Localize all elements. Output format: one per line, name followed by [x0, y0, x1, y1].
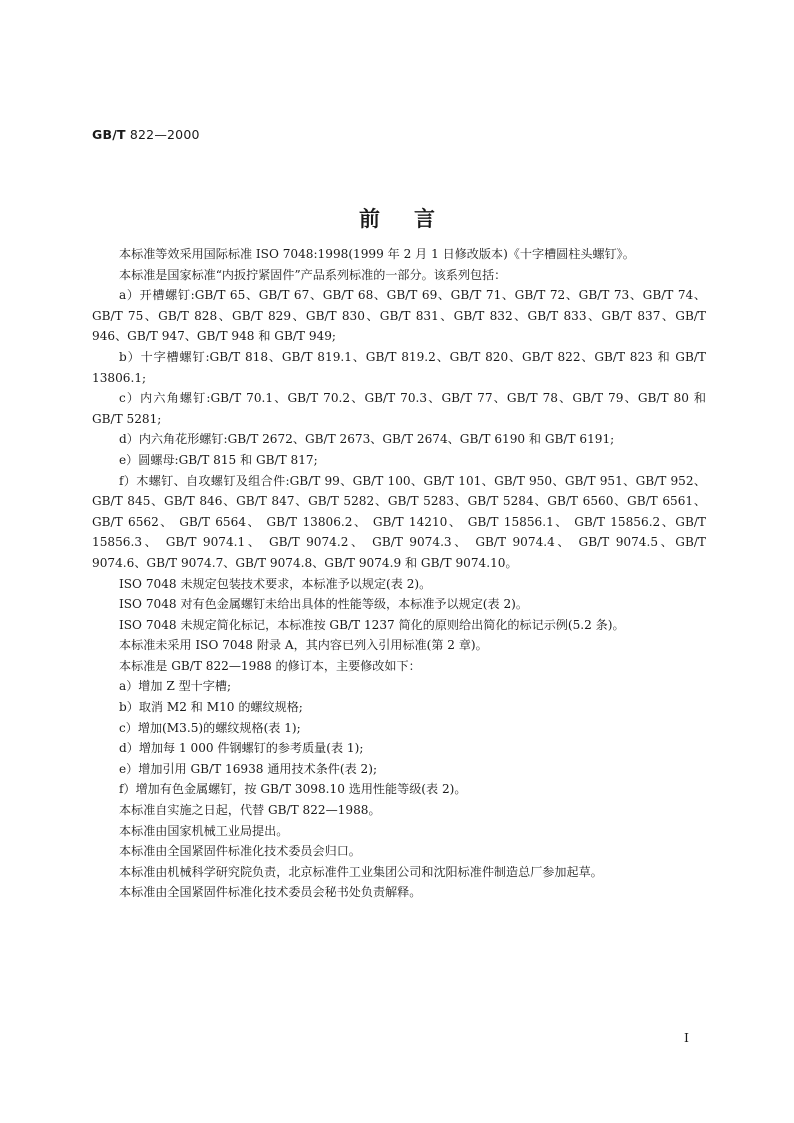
paragraph: 本标准等效采用国际标准 ISO 7048:1998(1999 年 2 月 1 日修改版本)《十字槽圆柱头螺钉》。: [119, 247, 635, 261]
list-item: b）取消 M2 和 M10 的螺纹规格;: [119, 700, 303, 715]
list-item: c）内六角螺钉:GB/T 70.1、GB/T 70.2、GB/T 70.3、GB/T 77、GB/T 78、GB/T 79、GB/T 80 和 GB/T 5281;: [92, 391, 706, 426]
paragraph: ISO 7048 未规定简化标记，本标准按 GB/T 1237 简化的原则给出简化的标记示例(5.2 条)。: [119, 617, 625, 632]
paragraph: 本标准由国家机械工业局提出。: [119, 823, 289, 838]
paragraph: 本标准由机械科学研究院负责，北京标准件工业集团公司和沈阳标准件制造总厂参加起草。: [119, 864, 603, 879]
paragraph: ISO 7048 对有色金属螺钉未给出具体的性能等级，本标准予以规定(表 2)。: [119, 597, 528, 612]
paragraph: 本标准自实施之日起，代替 GB/T 822—1988。: [119, 803, 381, 818]
list-item: e）圆螺母:GB/T 815 和 GB/T 817;: [119, 452, 318, 467]
paragraph: 本标准是 GB/T 822—1988 的修订本，主要修改如下：: [119, 658, 421, 673]
paragraph: 本标准由全国紧固件标准化技术委员会秘书处负责解释。: [119, 885, 422, 900]
list-item: a）增加 Z 型十字槽;: [119, 679, 232, 694]
list-item: f）增加有色金属螺钉，按 GB/T 3098.10 选用性能等级(表 2)。: [119, 782, 467, 797]
list-item: a）开槽螺钉:GB/T 65、GB/T 67、GB/T 68、GB/T 69、GB/T 71、GB/T 72、GB/T 73、GB/T 74、GB/T 75、GB/T 828、GB/T 829、GB/T 830、GB/T 831、GB/T 832、GB/T 833、GB/T 837、GB/T 946、GB/T 947、GB/T 948 和 GB/T 949;: [92, 288, 706, 344]
page-title: 前言: [359, 206, 469, 231]
paragraph: 本标准由全国紧固件标准化技术委员会归口。: [119, 844, 361, 859]
list-item: d）增加每 1 000 件钢螺钉的参考质量(表 1);: [119, 741, 364, 756]
paragraph: 本标准未采用 ISO 7048 附录 A，其内容已列入引用标准(第 2 章)。: [119, 638, 488, 653]
paragraph: ISO 7048 未规定包装技术要求，本标准予以规定(表 2)。: [119, 576, 432, 591]
list-item: d）内六角花形螺钉:GB/T 2672、GB/T 2673、GB/T 2674、GB/T 6190 和 GB/T 6191;: [119, 432, 615, 447]
standard-code: [92, 127, 200, 142]
standard-code-prefix: GB/T: [92, 127, 126, 142]
list-item: f）木螺钉、自攻螺钉及组合件:GB/T 99、GB/T 100、GB/T 101、GB/T 950、GB/T 951、GB/T 952、GB/T 845、GB/T 846、GB/T 847、GB/T 5282、GB/T 5283、GB/T 5284、GB/T 6560、GB/T 6561、GB/T 6562、 GB/T 6564、 GB/T 13806.2、 GB/T 14210、 GB/T 15856.1、 GB/T 15856.2、GB/T 15856.3、 GB/T 9074.1、 GB/T 9074.2、 GB/T 9074.3、 GB/T 9074.4、 GB/T 9074.5、GB/T 9074.6、GB/T 9074.7、GB/T 9074.8、GB/T 9074.9 和 GB/T 9074.10。: [92, 473, 706, 570]
foreword-body: [92, 244, 706, 903]
standard-code-number: 822—2000: [129, 127, 200, 142]
page-number: I: [684, 1030, 689, 1045]
paragraph: 本标准是国家标准“内扳拧紧固件”产品系列标准的一部分。该系列包括：: [119, 267, 507, 282]
list-item: e）增加引用 GB/T 16938 通用技术条件(表 2);: [119, 761, 378, 776]
list-item: b）十字槽螺钉:GB/T 818、GB/T 819.1、GB/T 819.2、GB/T 820、GB/T 822、GB/T 823 和 GB/T 13806.1;: [92, 349, 706, 385]
list-item: c）增加(M3.5)的螺纹规格(表 1);: [119, 720, 301, 735]
